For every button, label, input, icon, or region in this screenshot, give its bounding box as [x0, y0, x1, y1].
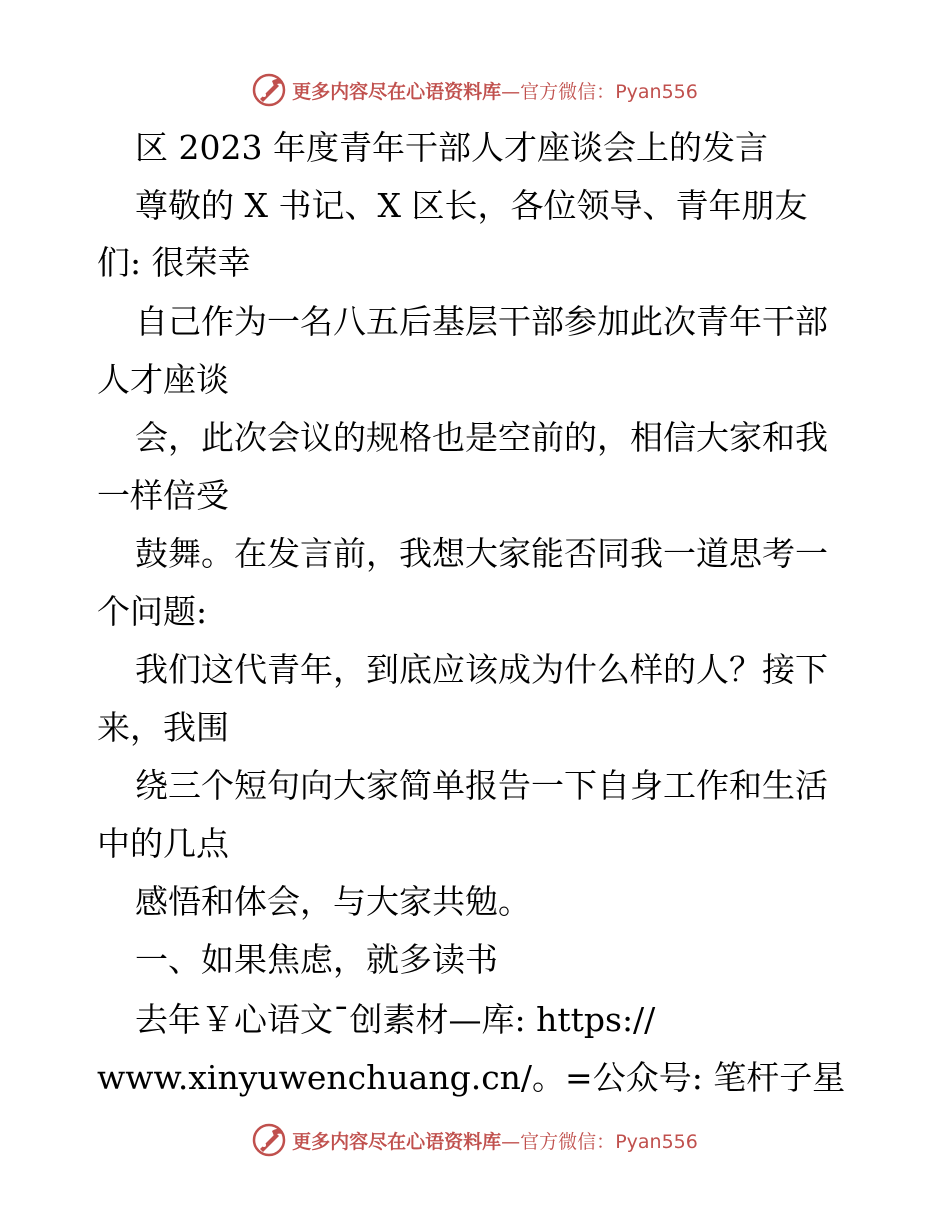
banner-wechat-id: Pyan556 — [615, 1130, 698, 1153]
document-line: 我们这代青年，到底应该成为什么样的人？接下 — [135, 650, 828, 689]
document-title: 区 2023 年度青年干部人才座谈会上的发言 — [135, 128, 768, 167]
document-line: 自己作为一名八五后基层干部参加此次青年干部 — [135, 302, 828, 341]
document-line: 尊敬的 X 书记、X 区长，各位领导、青年朋友 — [135, 186, 808, 225]
banner-promo-text: 更多内容尽在心语资料库 — [292, 80, 502, 103]
feather-pen-logo-icon — [252, 73, 286, 107]
document-line: 来，我围 — [97, 708, 229, 747]
document-line: 一样倍受 — [97, 476, 229, 515]
feather-pen-logo-icon — [252, 1123, 286, 1157]
banner-separator: — — [501, 1130, 521, 1153]
document-line: 绕三个短句向大家简单报告一下自身工作和生活 — [135, 766, 828, 805]
document-line: 会，此次会议的规格也是空前的，相信大家和我 — [135, 418, 828, 457]
banner-wechat-label: 官方微信： — [520, 1130, 616, 1153]
document-line: 感悟和体会，与大家共勉。 — [135, 882, 531, 921]
document-line: 们: 很荣幸 — [97, 243, 251, 282]
document-line: 人才座谈 — [97, 360, 229, 399]
document-line: 中的几点 — [97, 824, 229, 863]
header-banner — [0, 70, 950, 110]
document-line: www.xinyuwenchuang.cn/。=公众号: 笔杆子星 — [97, 1058, 846, 1097]
banner-wechat-id: Pyan556 — [615, 80, 698, 103]
footer-banner — [0, 1120, 950, 1160]
banner-text — [292, 1127, 698, 1154]
banner-separator: — — [501, 80, 521, 103]
section-heading: 一、如果焦虑，就多读书 — [135, 940, 498, 979]
document-line: 个问题: — [97, 592, 208, 631]
banner-text — [292, 77, 698, 104]
banner-wechat-label: 官方微信： — [520, 80, 616, 103]
document-line: 去年￥心语文¯创素材—库: https:// — [135, 1000, 656, 1039]
banner-promo-text: 更多内容尽在心语资料库 — [292, 1130, 502, 1153]
document-line: 鼓舞。在发言前，我想大家能否同我一道思考一 — [135, 534, 828, 573]
